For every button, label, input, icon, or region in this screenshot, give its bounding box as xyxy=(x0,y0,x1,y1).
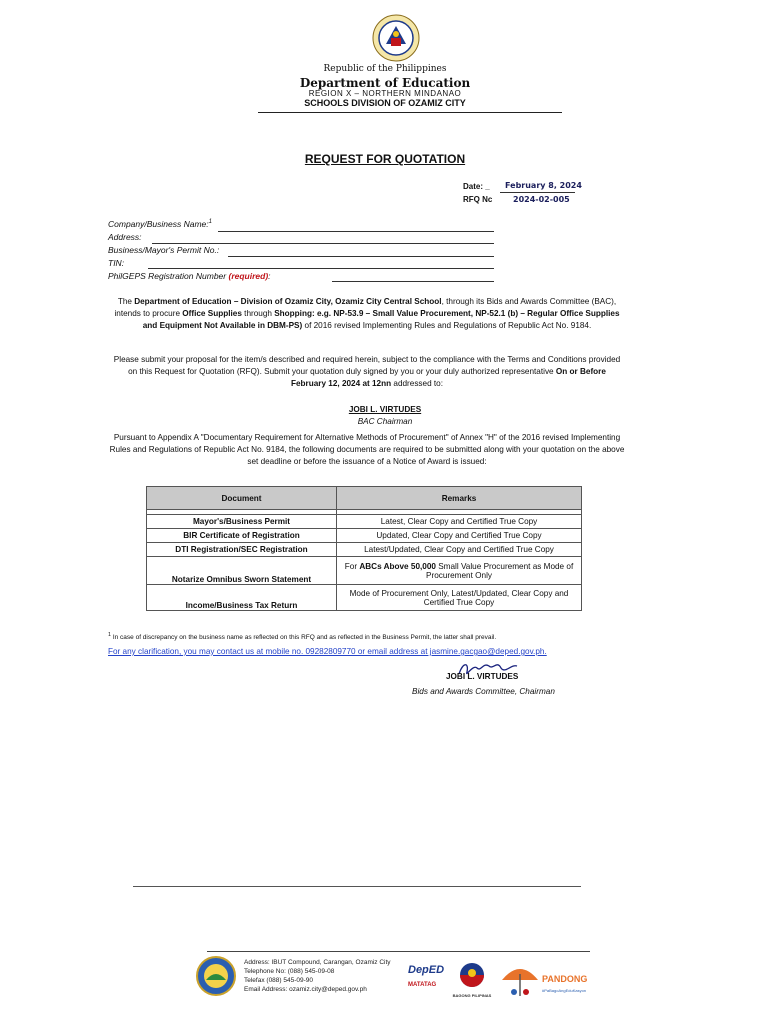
permit-label: Business/Mayor's Permit No.: xyxy=(108,245,220,255)
submission-paragraph: Please submit your proposal for the item/s described and required herein, subject to the compliance with the Terms and Conditions provided on this Request for Quotation (RFQ). Submit your quotation duly signed by you or your duly authorized representative On or Before February 12, 2024 at 12nn addressed to: xyxy=(113,355,621,388)
table-header-document: Document xyxy=(147,487,337,510)
requirements-paragraph: Pursuant to Appendix A "Documentary Requirement for Alternative Methods of Procurement" of Annex "H" of the 2016 revised Implementing Rules and Regulations of Republic Act No. 9184, the following documents are required to be submitted along with your quotation on the above set deadline or before the issuance of a Notice of Award is issued: xyxy=(109,433,625,466)
republic-line: Republic of the Philippines xyxy=(323,64,447,74)
document-title: REQUEST FOR QUOTATION xyxy=(304,152,466,166)
header-divider xyxy=(258,112,562,113)
deped-seal-icon xyxy=(372,14,420,62)
footer-telephone: Telephone No: (088) 545-09-08 xyxy=(244,968,335,975)
table-row: Mayor's/Business Permit Latest, Clear Copy and Certified True Copy xyxy=(147,515,582,529)
footer-address: Address: IBUT Compound, Carangan, Ozamiz City xyxy=(244,959,391,966)
permit-line[interactable] xyxy=(228,256,494,257)
bagong-pilipinas-logo: BAGONG PILIPINAS xyxy=(452,962,492,1000)
rfq-label: RFQ Nc xyxy=(463,195,493,204)
region-name: REGION X – NORTHERN MINDANAO xyxy=(308,89,462,98)
bottom-divider xyxy=(133,886,581,887)
rfq-value: 2024-02-005 xyxy=(513,195,570,204)
clarification-link[interactable]: For any clarification, you may contact us at mobile no. 09282809770 or email address at jasmine.gacgao@deped.gov.ph. xyxy=(108,647,547,656)
table-header-row xyxy=(147,487,582,510)
bagong-pilipinas-icon xyxy=(458,962,486,988)
pandong-logo: PANDONG #PaBagoAngEduKasyon xyxy=(500,962,600,1002)
footer-divider xyxy=(207,951,590,952)
date-label: Date: _ xyxy=(463,182,490,191)
address-label: Address: xyxy=(108,232,142,242)
addressee-title: BAC Chairman xyxy=(357,417,413,426)
intro-paragraph: The Department of Education – Division of Ozamiz City, Ozamiz City Central School, through its Bids and Awards Committee (BAC), intends to procure Office Supplies through Shopping: e.g. NP-53.9 – Small Value Procurement, NP-52.1 (b) – Regular Office Supplies and Equipment Not Available in DBM-PS) of 2016 revised Implementing Rules and Regulations of Republic Act No. 9184. xyxy=(114,297,620,330)
deped-matatag-logo: DepED MATATAG xyxy=(408,964,445,988)
company-line[interactable] xyxy=(218,231,494,232)
tin-line[interactable] xyxy=(148,268,494,269)
addressee-name: JOBI L. VIRTUDES xyxy=(348,405,422,414)
tin-label: TIN: xyxy=(108,258,125,268)
footer-email: Email Address: ozamiz.city@deped.gov.ph xyxy=(244,986,367,993)
department-name: Department of Education xyxy=(299,76,471,90)
requirements-table xyxy=(146,486,582,611)
address-line[interactable] xyxy=(152,243,494,244)
footnote: $^1$ In case of discrepancy on the business name as reflected on this RFQ and as reflected in the Business Permit, the latter shall prevail. xyxy=(108,632,497,642)
signatory-name: JOBI L. VIRTUDES xyxy=(446,672,519,681)
table-row: Notarize Omnibus Sworn Statement For ABCs Above 50,000 Small Value Procurement as Mode of Procurement Only xyxy=(147,557,582,585)
signatory-title: Bids and Awards Committee, Chairman xyxy=(412,687,555,696)
footer-telefax: Telefax (088) 545-09-90 xyxy=(244,977,314,984)
pandong-umbrella-icon xyxy=(500,962,540,1000)
footer-contact xyxy=(244,958,391,994)
philgeps-line[interactable] xyxy=(332,281,494,282)
table-header-remarks: Remarks xyxy=(337,487,582,510)
table-row: Income/Business Tax Return Mode of Procurement Only, Latest/Updated, Clear Copy and Certified True Copy xyxy=(147,585,582,611)
philgeps-label: PhilGEPS Registration Number (required): xyxy=(108,271,271,281)
division-seal-icon xyxy=(196,956,236,996)
division-name: SCHOOLS DIVISION OF OZAMIZ CITY xyxy=(304,98,466,108)
date-value: February 8, 2024 xyxy=(505,181,582,190)
table-row: BIR Certificate of Registration Updated, Clear Copy and Certified True Copy xyxy=(147,529,582,543)
date-underline xyxy=(500,192,575,193)
company-label: Company/Business Name:$^1$ xyxy=(108,219,212,229)
table-row: DTI Registration/SEC Registration Latest/Updated, Clear Copy and Certified True Copy xyxy=(147,543,582,557)
required-tag: (required) xyxy=(228,271,269,281)
